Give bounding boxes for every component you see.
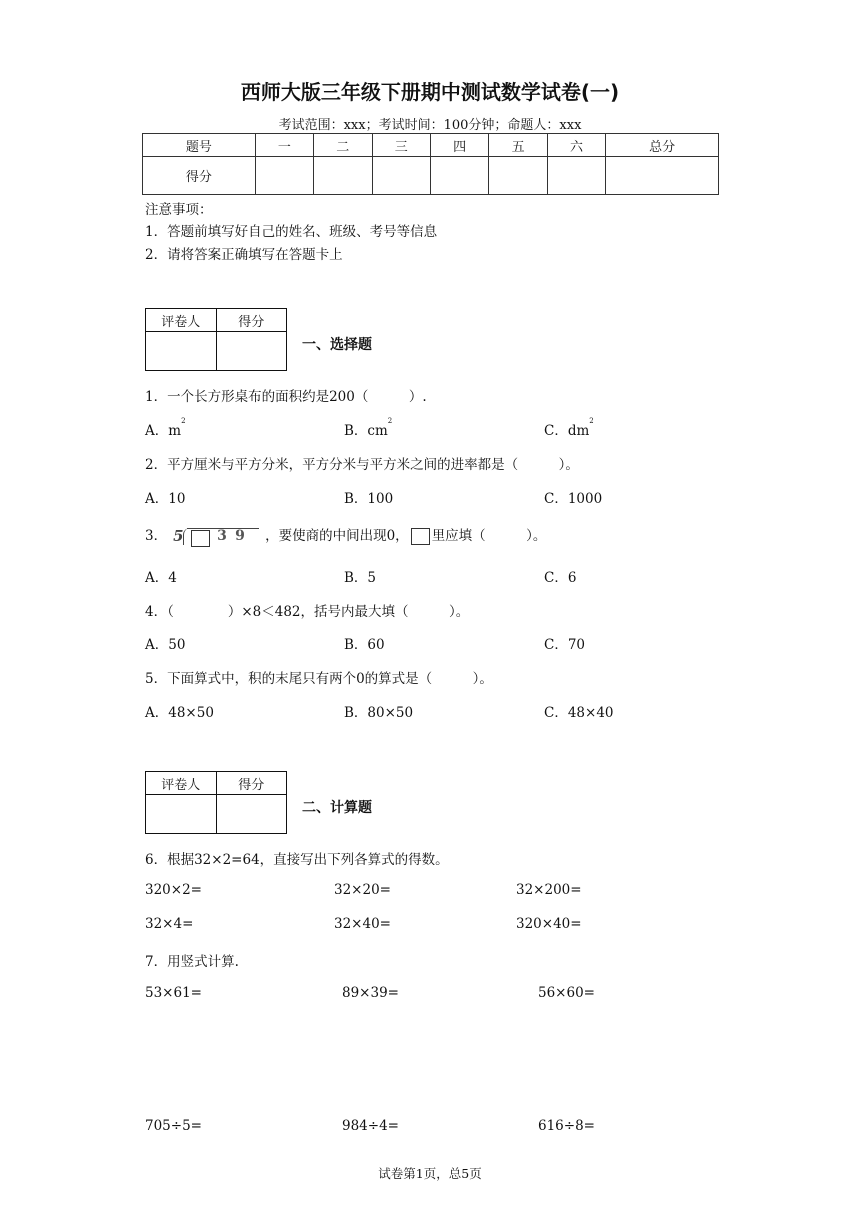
blank-box [411,528,430,545]
notes-heading: 注意事项： [145,202,213,218]
score-header-cell: 题号 [143,134,256,157]
q7-item: 89×39= [342,985,399,1001]
question-5: 5．下面算式中，积的末尾只有两个0的算式是（ ）。 [145,671,493,687]
score-cell [430,157,488,195]
note-item: 2．请将答案正确填写在答题卡上 [145,247,343,263]
score-cell [547,157,605,195]
section-title: 二、计算题 [302,800,372,816]
question-7: 7．用竖式计算. [145,954,239,970]
q5-option-b: B．80×50 [344,705,414,721]
q4-option-c: C．70 [544,637,586,653]
q3-option-a: A．4 [145,570,177,586]
q5-option-a: A．48×50 [145,705,214,721]
grader-cell [216,332,287,371]
question-3: 3． 5 3 9 ，要使商的中间出现0， 里应填（ ）。 [145,526,547,545]
note-item: 1．答题前填写好自己的姓名、班级、考号等信息 [145,224,438,240]
grader-cell [146,332,217,371]
page-footer: 试卷第1页，总5页 [378,1166,482,1181]
q4-option-b: B．60 [344,637,385,653]
grader-score-label: 得分 [216,772,287,795]
q6-item: 32×20= [334,882,391,898]
grader-cell [146,795,217,834]
q7-item: 53×61= [145,985,202,1001]
score-cell [606,157,719,195]
grader-cell [216,795,287,834]
grader-box [145,308,287,371]
q7-item: 984÷4= [342,1118,399,1134]
q1-option-b: B．$cm^2$ [344,417,393,439]
score-table-header-row [143,134,719,157]
q2-option-b: B．100 [344,491,394,507]
section-title: 一、选择题 [302,337,372,353]
score-row-label: 得分 [143,157,256,195]
question-2: 2．平方厘米与平方分米，平方分米与平方米之间的进率都是（ ）。 [145,457,579,473]
blank-box [191,530,210,547]
q7-item: 705÷5= [145,1118,202,1134]
score-header-cell: 一 [255,134,313,157]
score-cell [314,157,372,195]
score-table-score-row [143,157,719,195]
score-table [142,133,719,195]
question-6: 6．根据32×2=64，直接写出下列各算式的得数。 [145,852,449,868]
score-header-cell: 五 [489,134,547,157]
exam-meta: 考试范围：xxx；考试时间：100分钟；命题人：xxx [278,118,582,133]
q6-item: 320×40= [516,916,582,932]
score-header-cell: 四 [430,134,488,157]
q1-option-a: A．$m^2$ [145,417,186,439]
grader-score-label: 得分 [216,309,287,332]
long-division-figure: 5 3 9 [173,527,261,547]
q5-option-c: C．48×40 [544,705,614,721]
score-header-cell: 二 [314,134,372,157]
score-header-cell: 六 [547,134,605,157]
q2-option-a: A．10 [145,491,186,507]
q6-item: 32×200= [516,882,582,898]
q2-option-c: C．1000 [544,491,603,507]
grader-label: 评卷人 [146,772,217,795]
grader-label: 评卷人 [146,309,217,332]
q6-item: 32×4= [145,916,194,932]
question-4: 4．（ ）×8＜482，括号内最大填（ ）。 [145,604,470,620]
score-cell [255,157,313,195]
q7-item: 56×60= [538,985,595,1001]
score-header-cell: 三 [372,134,430,157]
q7-item: 616÷8= [538,1118,595,1134]
exam-title: 西师大版三年级下册期中测试数学试卷(一) [240,80,620,104]
question-1: 1．一个长方形桌布的面积约是200（ ）. [145,389,427,405]
q6-item: 32×40= [334,916,391,932]
q6-item: 320×2= [145,882,202,898]
score-header-cell: 总分 [606,134,719,157]
q1-option-c: C．$dm^2$ [544,417,594,439]
grader-box [145,771,287,834]
q3-option-c: C．6 [544,570,577,586]
score-cell [489,157,547,195]
q3-option-b: B．5 [344,570,377,586]
score-cell [372,157,430,195]
q4-option-a: A．50 [145,637,186,653]
